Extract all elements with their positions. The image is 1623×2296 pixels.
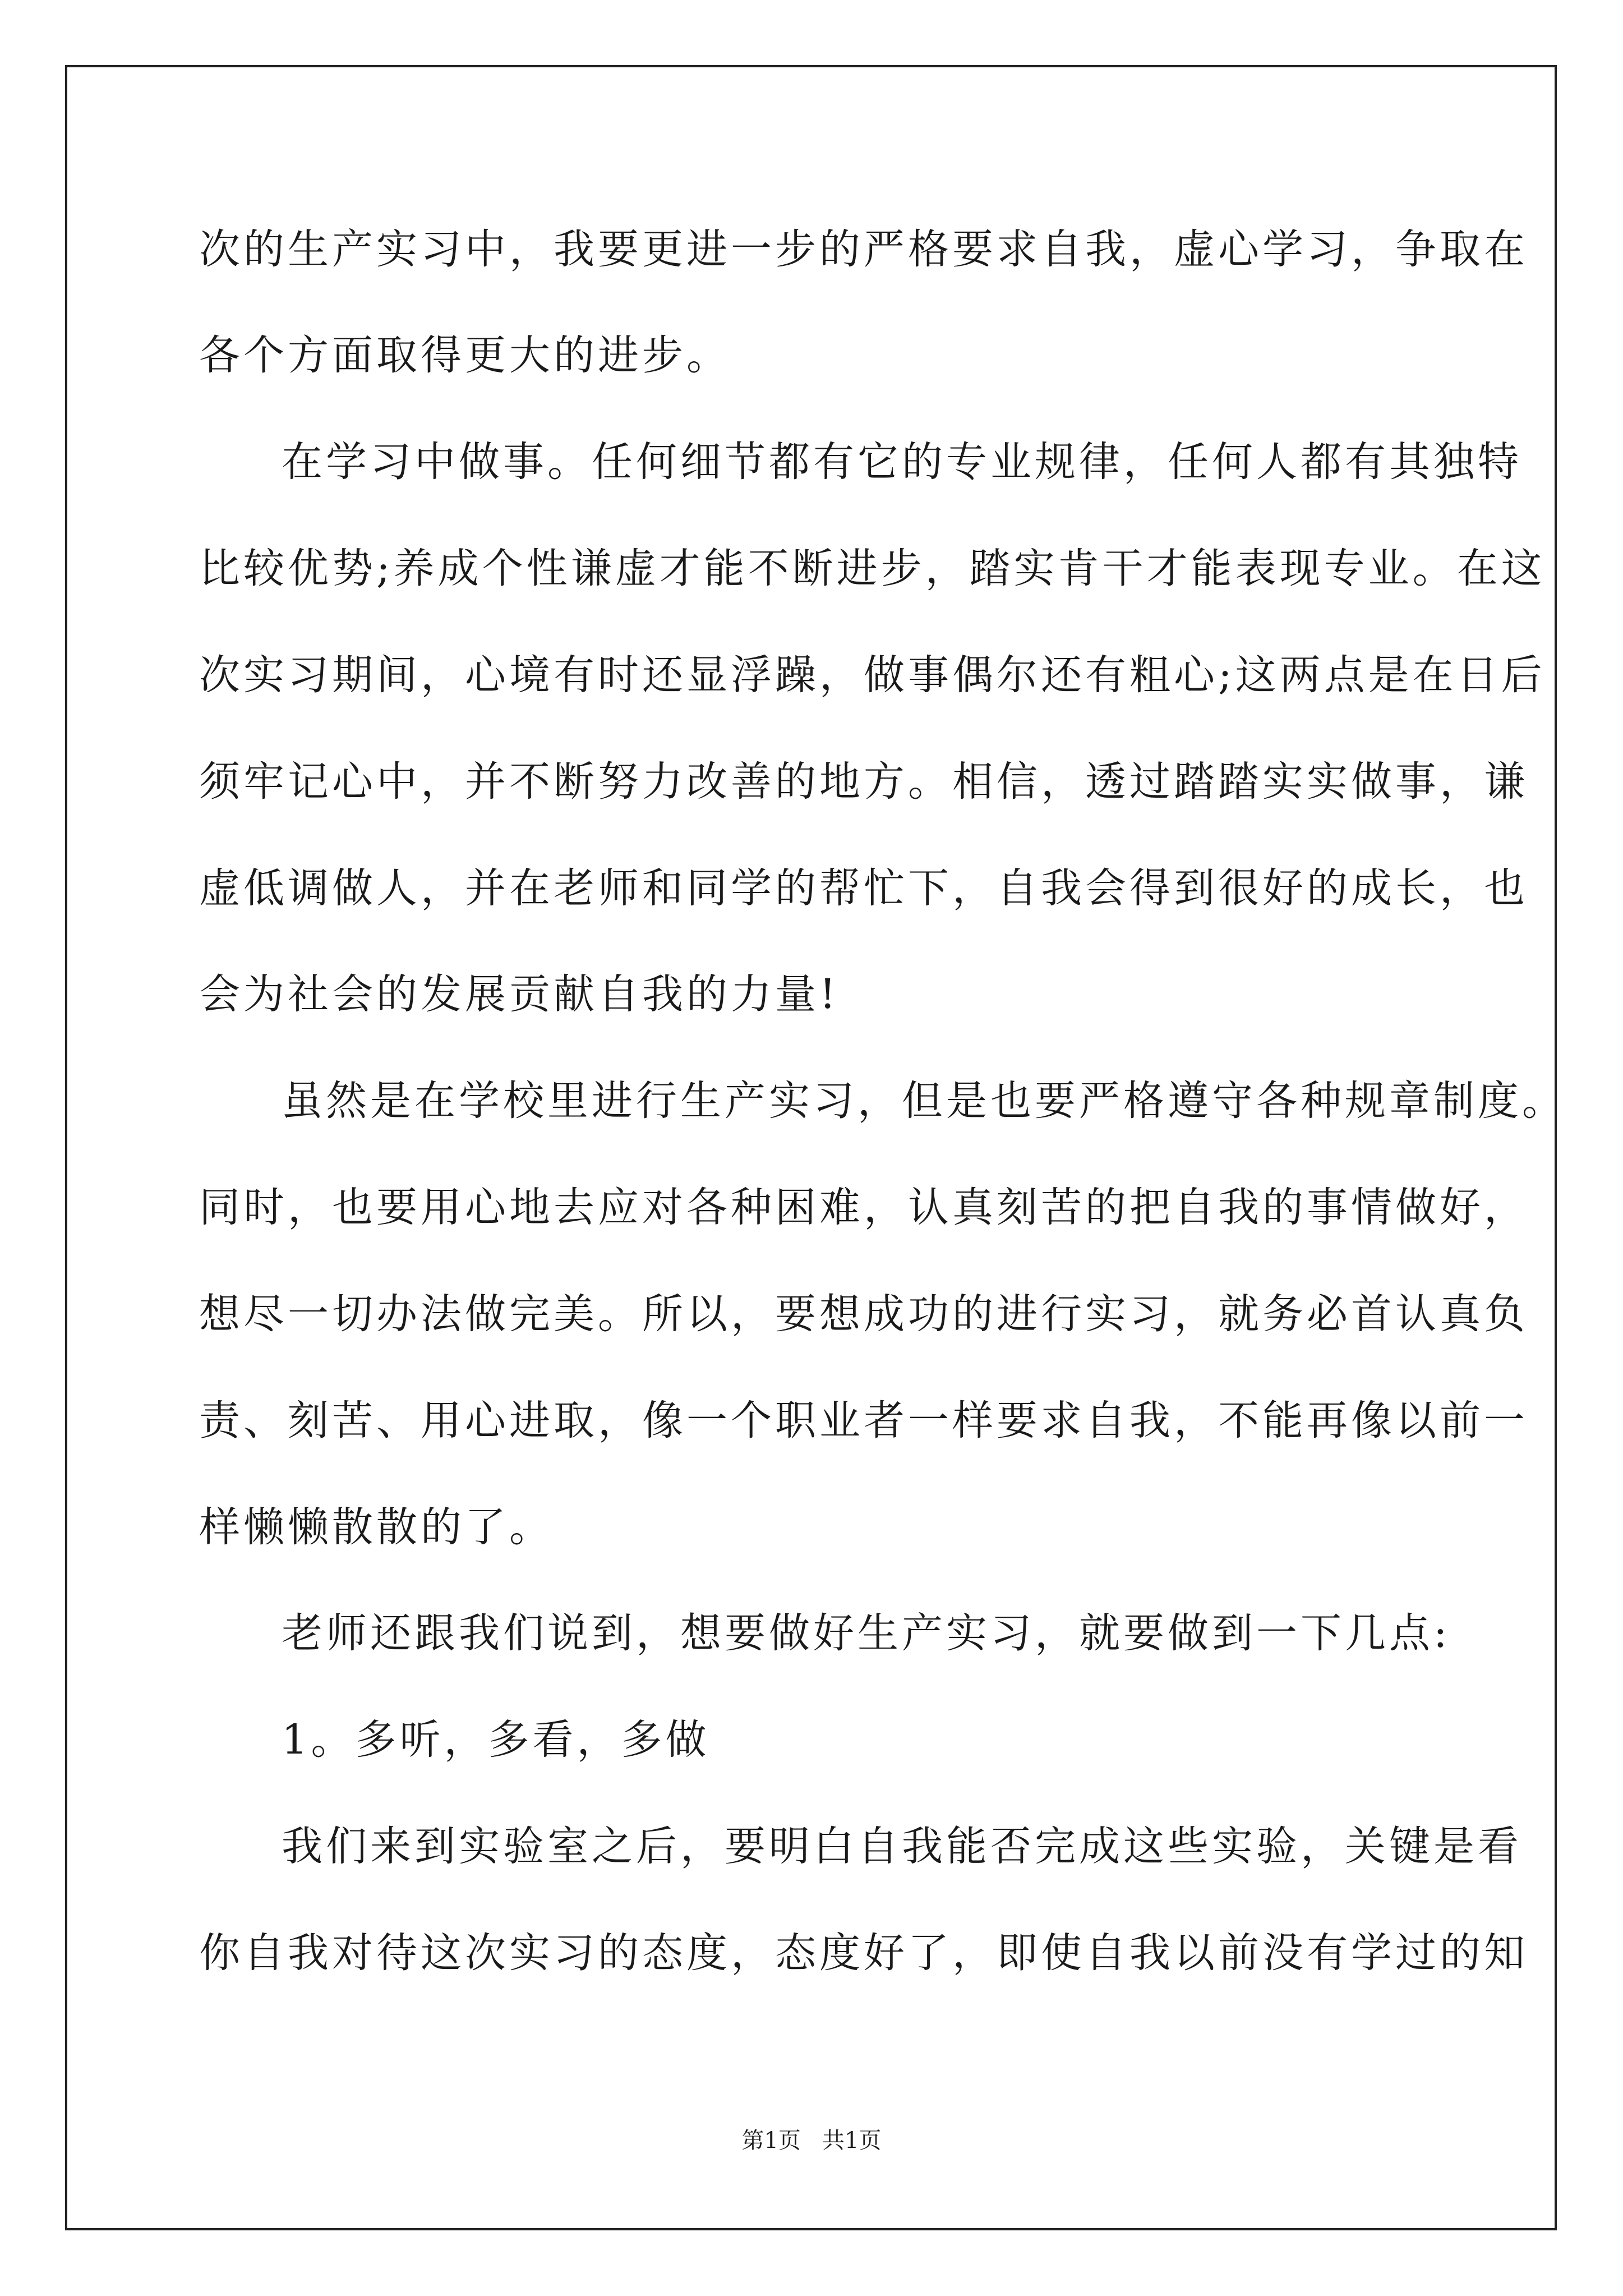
list-item: 1。多听，多看，多做 [282,1716,710,1764]
paragraph-line: 样懒懒散散的了。 [199,1503,554,1551]
paragraph-line: 我们来到实验室之后，要明白自我能否完成这些实验，关键是看 [282,1823,1522,1870]
paragraph-line: 次的生产实习中，我要更进一步的严格要求自我，虚心学习，争取在 [199,226,1528,273]
paragraph-line: 须牢记心中，并不断努力改善的地方。相信，透过踏踏实实做事，谦 [199,758,1528,806]
paragraph-line: 你自我对待这次实习的态度，态度好了，即使自我以前没有学过的知 [199,1929,1528,1977]
paragraph-line: 虚低调做人，并在老师和同学的帮忙下，自我会得到很好的成长，也 [199,864,1528,912]
paragraph-line: 各个方面取得更大的进步。 [199,332,731,379]
page-border [65,65,1557,2230]
paragraph-line: 老师还跟我们说到，想要做好生产实习，就要做到一下几点: [282,1609,1451,1657]
paragraph-line: 次实习期间，心境有时还显浮躁，做事偶尔还有粗心;这两点是在日后 [199,651,1546,699]
paragraph-line: 同时，也要用心地去应对各种困难，认真刻苦的把自我的事情做好， [199,1184,1528,1231]
paragraph-line: 比较优势;养成个性谦虚才能不断进步，踏实肯干才能表现专业。在这 [199,545,1546,592]
paragraph-line: 责、刻苦、用心进取，像一个职业者一样要求自我，不能再像以前一 [199,1397,1528,1444]
page-footer: 第1页 共1页 [741,2128,882,2154]
paragraph-line: 在学习中做事。任何细节都有它的专业规律，任何人都有其独特 [282,438,1522,486]
paragraph-line: 会为社会的发展贡献自我的力量! [199,970,840,1018]
paragraph-line: 想尽一切办法做完美。所以，要想成功的进行实习，就务必首认真负 [199,1290,1528,1338]
paragraph-line: 虽然是在学校里进行生产实习，但是也要严格遵守各种规章制度。 [282,1077,1566,1125]
